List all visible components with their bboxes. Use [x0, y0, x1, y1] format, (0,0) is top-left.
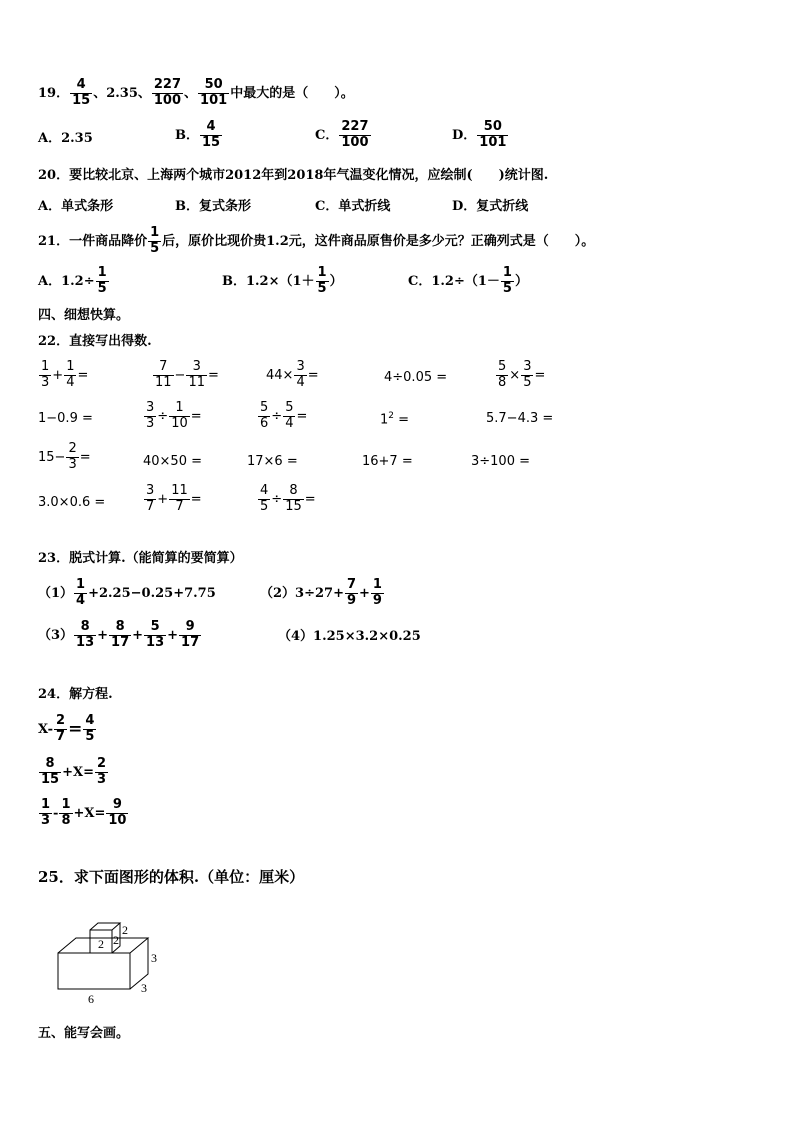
numerator: 1	[76, 577, 86, 592]
option-label: A．1.2÷	[38, 273, 95, 289]
bracket: ）	[514, 273, 528, 289]
denominator: 8	[498, 374, 507, 390]
fraction	[198, 78, 229, 109]
fraction	[74, 578, 87, 609]
math-symbol: +	[52, 367, 64, 383]
denominator: 13	[76, 634, 95, 650]
question-text: 21．一件商品降价	[38, 233, 148, 249]
label-small-top: 2	[122, 923, 128, 937]
q22-item: $1^2$ =	[380, 411, 410, 428]
q23-part-4: （4）1.25×3.2×0.25	[278, 629, 421, 644]
math-symbol: =	[79, 449, 91, 465]
denominator: 17	[111, 634, 130, 650]
math-symbol: （2）3÷27+	[260, 585, 344, 601]
q20-option-b[interactable]: B．复式条形	[175, 199, 251, 214]
numerator: 3	[296, 359, 305, 374]
math-symbol: X-	[38, 721, 54, 737]
math-symbol: 44×	[266, 367, 294, 383]
q23-part-2	[260, 578, 385, 609]
numerator: 5	[285, 400, 294, 415]
denominator: 5	[150, 240, 160, 256]
fraction	[294, 360, 306, 391]
fraction	[339, 120, 370, 151]
option-label: B．1.2×（1＋	[222, 273, 315, 289]
q19-option-d[interactable]	[452, 120, 509, 151]
numerator: 1	[372, 577, 382, 592]
numerator: 50	[198, 78, 229, 94]
question-text: 后，原价比现价贵1.2元，这件商品原售价是多少元？正确列式是（ ）。	[162, 233, 595, 249]
math-symbol: =	[304, 491, 316, 507]
numerator: 227	[153, 77, 182, 92]
denominator: 5	[97, 280, 107, 296]
numerator: 1	[150, 225, 160, 240]
denominator: 4	[66, 374, 75, 390]
q22-item: 17×6 =	[247, 454, 298, 469]
fraction	[316, 266, 329, 297]
numerator: 1	[41, 359, 50, 374]
denominator: 4	[76, 592, 86, 608]
question-tail: 中最大的是（ ）。	[230, 85, 354, 101]
numerator: 9	[179, 620, 201, 636]
fraction	[39, 360, 51, 391]
denominator: 15	[285, 498, 302, 514]
q22-item: 4÷0.05 =	[384, 370, 448, 385]
option-label: C．	[315, 127, 339, 143]
numerator: 227	[341, 119, 369, 134]
numerator: 4	[260, 483, 269, 498]
fraction	[106, 798, 128, 829]
numerator: 2	[68, 441, 77, 456]
q25-title: 25．求下面图形的体积.（单位：厘米）	[38, 868, 305, 886]
section-four-heading: 四、细想快算。	[38, 308, 130, 323]
solid-figure-diagram	[50, 918, 170, 1008]
q22-item	[266, 360, 319, 391]
math-symbol: =	[307, 367, 319, 383]
q19-stem	[38, 78, 354, 109]
label-big-depth: 3	[141, 981, 147, 995]
numerator: 4	[70, 78, 92, 94]
q20-stem: 20．要比较北京、上海两个城市2012年到2018年气温变化情况，应绘制( )统计图.	[38, 168, 549, 183]
math-symbol: 15−	[38, 449, 66, 465]
denominator: 101	[479, 134, 507, 150]
q22-item	[143, 401, 202, 432]
math-symbol: =	[190, 408, 202, 424]
denominator: 9	[372, 592, 382, 608]
q22-item	[152, 360, 219, 391]
denominator: 7	[146, 498, 155, 514]
math-symbol: （1）	[38, 585, 74, 601]
label-big-width: 6	[88, 992, 94, 1006]
denominator: 7	[175, 498, 184, 514]
separator: 、	[184, 85, 198, 101]
numerator: 1	[97, 265, 107, 280]
fraction	[169, 401, 190, 432]
q21-option-b[interactable]	[222, 266, 343, 297]
fraction	[179, 620, 201, 651]
denominator: 3	[41, 812, 51, 828]
numerator: 5	[144, 620, 166, 636]
math-symbol: -	[53, 805, 59, 821]
option-label: D．	[452, 127, 477, 143]
denominator: 5	[85, 728, 95, 744]
numerator: 1	[41, 797, 51, 812]
denominator: 100	[341, 134, 369, 150]
denominator: 10	[171, 415, 188, 431]
numerator: 5	[260, 400, 269, 415]
fraction	[283, 401, 295, 432]
fraction	[186, 360, 207, 391]
math-symbol: +2.25−0.25+7.75	[88, 585, 216, 601]
denominator: 9	[346, 592, 357, 608]
fraction	[477, 120, 508, 151]
separator: 、	[137, 85, 151, 101]
numerator: 9	[106, 798, 128, 814]
q19-option-a[interactable]: A．2.35	[38, 131, 93, 146]
math-symbol: =	[77, 367, 89, 383]
math-symbol: +	[359, 585, 370, 601]
q22-item: 5.7−4.3 =	[486, 411, 554, 426]
math-symbol: ÷	[271, 491, 283, 507]
numerator: 1	[317, 265, 327, 280]
math-symbol: =	[208, 367, 219, 383]
fraction	[169, 484, 190, 515]
fraction	[109, 620, 131, 651]
q19-option-b[interactable]	[175, 120, 223, 151]
denominator: 100	[153, 92, 182, 108]
denominator: 15	[41, 771, 60, 787]
numerator: 8	[74, 620, 96, 636]
numerator: 3	[186, 360, 207, 376]
fraction	[95, 757, 108, 788]
numerator: 3	[146, 483, 155, 498]
denominator: 5	[523, 374, 532, 390]
math-symbol: ÷	[271, 408, 283, 424]
q22-item: 40×50 =	[143, 454, 203, 469]
math-symbol: +	[157, 491, 169, 507]
denominator: 3	[96, 771, 107, 787]
label-small-front: 2	[98, 937, 104, 951]
q23-part-3: （3） $\frac{8}{13}$ + $\frac{8}{17}$ + $\frac{5}{13}$ + $\frac{9}{17}$	[38, 619, 200, 650]
q23-title: 23．脱式计算.（能简算的要简算）	[38, 551, 243, 566]
denominator: 11	[155, 374, 172, 390]
fraction	[258, 484, 270, 515]
fraction	[144, 484, 156, 515]
fraction	[74, 620, 96, 651]
bracket: ）	[329, 273, 343, 289]
option-label: B．	[175, 127, 199, 143]
fraction	[345, 578, 358, 609]
big-box-front	[58, 953, 130, 989]
q23-part-1	[38, 578, 216, 609]
numerator: 8	[109, 620, 131, 636]
equation-1	[38, 714, 97, 745]
numerator: 7	[153, 360, 174, 376]
numerator: 3	[146, 400, 155, 415]
q20-option-c[interactable]: C．单式折线	[315, 199, 391, 214]
fraction	[54, 714, 67, 745]
math-symbol: =	[534, 367, 546, 383]
small-cube-top	[90, 923, 120, 930]
numerator: 4	[200, 120, 222, 136]
numerator: 1	[169, 401, 190, 417]
separator: 、	[93, 85, 107, 101]
denominator: 8	[61, 812, 71, 828]
q22-item	[495, 360, 545, 391]
fraction	[496, 360, 508, 391]
denominator: 15	[202, 134, 221, 150]
math-symbol: =	[68, 718, 83, 739]
section-five-heading: 五、能写会画。	[38, 1026, 130, 1041]
denominator: 5	[317, 280, 327, 296]
q22-item: 1−0.9 =	[38, 411, 93, 426]
equation-3	[38, 798, 129, 829]
q19-number: 19．	[38, 85, 70, 101]
denominator: 15	[72, 92, 91, 108]
numerator: 8	[283, 484, 304, 500]
math-symbol: +X=	[73, 805, 106, 821]
denominator: 4	[285, 415, 294, 431]
denominator: 4	[296, 374, 305, 390]
q22-item: 3÷100 =	[471, 454, 531, 469]
numerator: 1	[502, 265, 512, 280]
label-big-height: 3	[151, 951, 157, 965]
value: 2.35	[106, 85, 138, 101]
denominator: 17	[181, 634, 200, 650]
q21-option-c[interactable]	[408, 266, 528, 297]
label-small-side: 2	[113, 933, 119, 947]
denominator: 5	[502, 280, 512, 296]
numerator: 7	[346, 577, 357, 592]
fraction	[59, 798, 72, 829]
numerator: 4	[85, 713, 95, 728]
denominator: 7	[56, 728, 66, 744]
fraction	[39, 757, 61, 788]
denominator: 11	[188, 374, 205, 390]
numerator: 8	[39, 757, 61, 773]
fraction	[144, 620, 166, 651]
denominator: 6	[260, 415, 269, 431]
numerator: 50	[477, 120, 508, 136]
numerator: 1	[66, 359, 75, 374]
q22-item	[38, 360, 88, 391]
fraction	[39, 798, 52, 829]
fraction	[96, 266, 109, 297]
numerator: 11	[171, 483, 188, 498]
fraction	[153, 360, 174, 391]
denominator: 5	[260, 498, 269, 514]
numerator: 3	[523, 359, 532, 374]
fraction	[200, 120, 222, 151]
q22-item	[38, 442, 91, 473]
fraction	[83, 714, 96, 745]
denominator: 3	[68, 456, 77, 472]
fraction	[148, 226, 161, 257]
fraction	[521, 360, 533, 391]
equation-2	[38, 757, 109, 788]
math-symbol: =	[394, 412, 410, 428]
option-label: C．1.2÷（1－	[408, 273, 500, 289]
numerator: 2	[96, 756, 107, 771]
math-symbol: =	[296, 408, 308, 424]
q20-option-a[interactable]: A．单式条形	[38, 199, 114, 214]
numerator: 2	[56, 713, 66, 728]
q21-option-a[interactable]	[38, 266, 110, 297]
q24-title: 24．解方程.	[38, 687, 113, 702]
fraction	[152, 78, 183, 109]
math-symbol: =	[190, 491, 202, 507]
q20-option-d[interactable]: D．复式折线	[452, 199, 529, 214]
math-symbol: ×	[509, 367, 521, 383]
math-symbol: ÷	[157, 408, 169, 424]
fraction	[501, 266, 514, 297]
denominator: 101	[200, 92, 228, 108]
fraction	[66, 442, 78, 473]
fraction	[258, 401, 270, 432]
q22-item	[257, 484, 316, 515]
numerator: 1	[61, 797, 71, 812]
q22-item	[257, 401, 307, 432]
fraction	[70, 78, 92, 109]
math-symbol: （3）	[38, 627, 74, 643]
fraction	[283, 484, 304, 515]
denominator: 3	[146, 415, 155, 431]
denominator: 13	[146, 634, 165, 650]
fraction	[64, 360, 76, 391]
fraction	[371, 578, 384, 609]
denominator: 10	[108, 812, 127, 828]
numerator: 5	[498, 359, 507, 374]
q22-title: 22．直接写出得数.	[38, 334, 152, 349]
q19-option-c[interactable]	[315, 120, 372, 151]
math-symbol: +X=	[62, 764, 94, 780]
math-symbol: −	[174, 367, 186, 383]
q22-item	[143, 484, 202, 515]
q22-item: 16+7 =	[362, 454, 413, 469]
fraction	[144, 401, 156, 432]
q22-item: 3.0×0.6 =	[38, 495, 106, 510]
denominator: 3	[41, 374, 50, 390]
q21-stem	[38, 226, 594, 257]
math-symbol: 1	[380, 412, 389, 428]
